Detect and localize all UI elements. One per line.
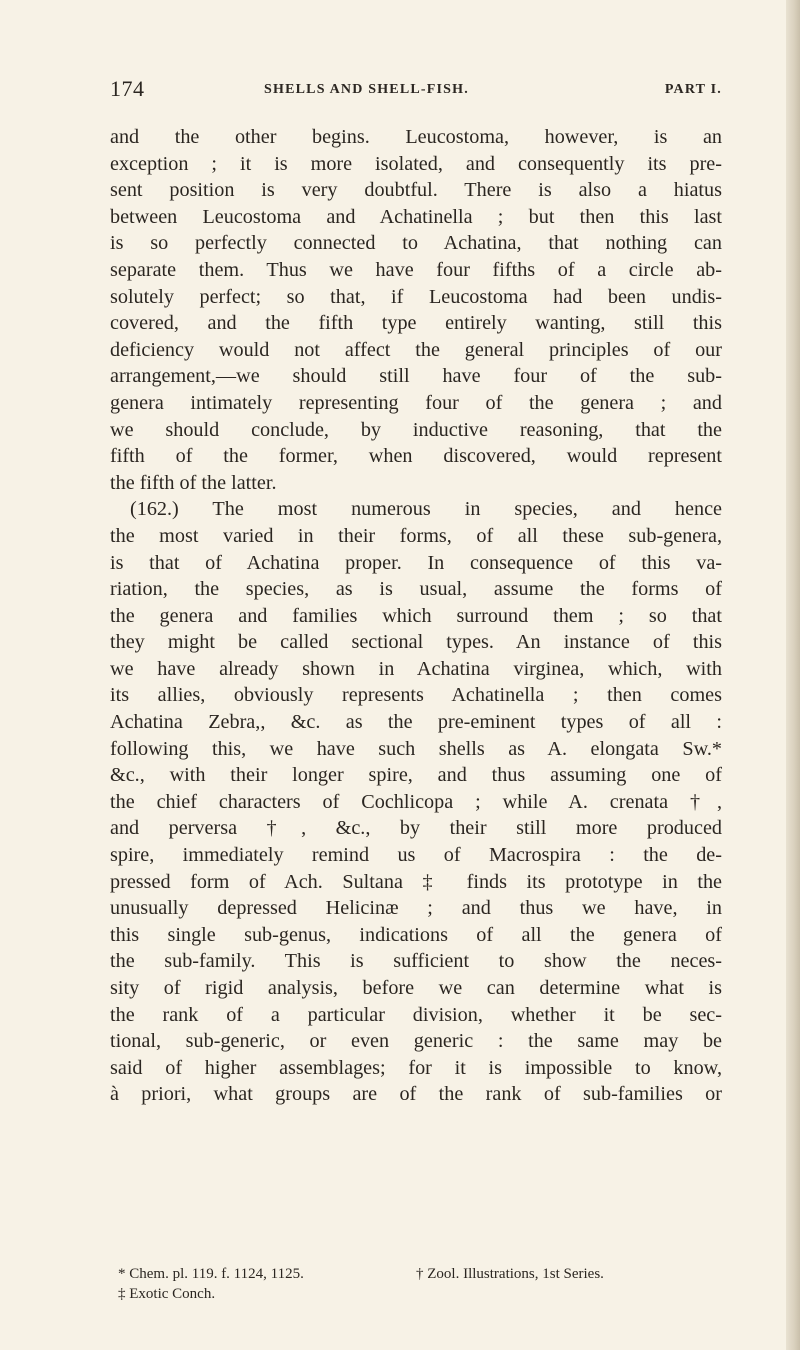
- text-line: we have already shown in Achatina virginea, which, with: [110, 657, 722, 680]
- text-line: said of higher assemblages; for it is impossible to know,: [110, 1056, 722, 1079]
- text-line: exception ; it is more isolated, and consequently its pre-: [110, 152, 722, 175]
- text-line: unusually depressed Helicinæ ; and thus we have, in: [110, 897, 722, 920]
- text-line: genera intimately representing four of the genera ; and: [110, 391, 722, 414]
- paragraph-start-line: (162.) The most numerous in species, and hence: [130, 498, 722, 521]
- text-line: is that of Achatina proper. In consequence of this va-: [110, 551, 722, 574]
- text-line: we should conclude, by inductive reasoning, that the: [110, 418, 722, 441]
- footnotes: [110, 1264, 722, 1304]
- footnote-chemnitz: * Chem. pl. 119. f. 1124, 1125.: [118, 1266, 304, 1282]
- text-line: deficiency would not affect the general principles of our: [110, 338, 722, 361]
- footnote-row: [110, 1264, 722, 1284]
- text-line: &c., with their longer spire, and thus assuming one of: [110, 764, 722, 787]
- text-line: sity of rigid analysis, before we can determine what is: [110, 977, 722, 999]
- text-line: separate them. Thus we have four fifths of a circle ab-: [110, 258, 722, 281]
- text-line: its allies, obviously represents Achatinella ; then comes: [110, 684, 722, 707]
- text-line: and the other begins. Leucostoma, however, is an: [110, 126, 722, 148]
- text-line: the sub-family. This is sufficient to show the neces-: [110, 950, 722, 973]
- text-line: Achatina Zebra,, &c. as the pre-eminent types of all :: [110, 711, 722, 734]
- footnote-exotic-conch: ‡ Exotic Conch.: [118, 1286, 216, 1302]
- text-line: the genera and families which surround them ; so that: [110, 604, 722, 627]
- text-line: this single sub-genus, indications of all the genera of: [110, 923, 722, 946]
- text-line: tional, sub-generic, or even generic : the same may be: [110, 1030, 722, 1053]
- text-line: the most varied in their forms, of all these sub-genera,: [110, 524, 722, 547]
- text-line: the chief characters of Cochlicopa ; while A. crenata †,: [110, 790, 722, 813]
- text-line: the rank of a particular division, whether it be sec-: [110, 1003, 722, 1026]
- text-line: fifth of the former, when discovered, would represent: [110, 445, 722, 468]
- text-line: and perversa †, &c., by their still more produced: [110, 817, 722, 840]
- text-line: arrangement,—we should still have four of the sub-: [110, 365, 722, 388]
- text-line: between Leucostoma and Achatinella ; but then this last: [110, 205, 722, 228]
- part-label: PART I.: [664, 82, 722, 97]
- text-line: riation, the species, as is usual, assume the forms of: [110, 578, 722, 601]
- text-line: covered, and the fifth type entirely wanting, still this: [110, 312, 722, 335]
- running-header: [110, 76, 722, 106]
- text-line: pressed form of Ach. Sultana ‡ finds its prototype in the: [110, 870, 722, 893]
- text-line: following this, we have such shells as A. elongata Sw.*: [110, 737, 722, 760]
- text-line: sent position is very doubtful. There is also a hiatus: [110, 179, 722, 202]
- text-line: the fifth of the latter.: [110, 471, 277, 494]
- text-line: is so perfectly connected to Achatina, that nothing can: [110, 232, 722, 255]
- page-number: 174: [110, 76, 145, 101]
- text-line: spire, immediately remind us of Macrospira : the de-: [110, 844, 722, 867]
- text-line: solutely perfect; so that, if Leucostoma had been undis-: [110, 285, 722, 308]
- text-line: à priori, what groups are of the rank of sub-families or: [110, 1083, 722, 1106]
- footnote-zool-illustrations: † Zool. Illustrations, 1st Series.: [416, 1266, 604, 1282]
- body-text: [110, 124, 722, 1108]
- running-title: SHELLS AND SHELL-FISH.: [264, 82, 469, 97]
- page-edge: [786, 0, 800, 1350]
- footnote-row: [110, 1284, 722, 1304]
- text-line: they might be called sectional types. An instance of this: [110, 631, 722, 654]
